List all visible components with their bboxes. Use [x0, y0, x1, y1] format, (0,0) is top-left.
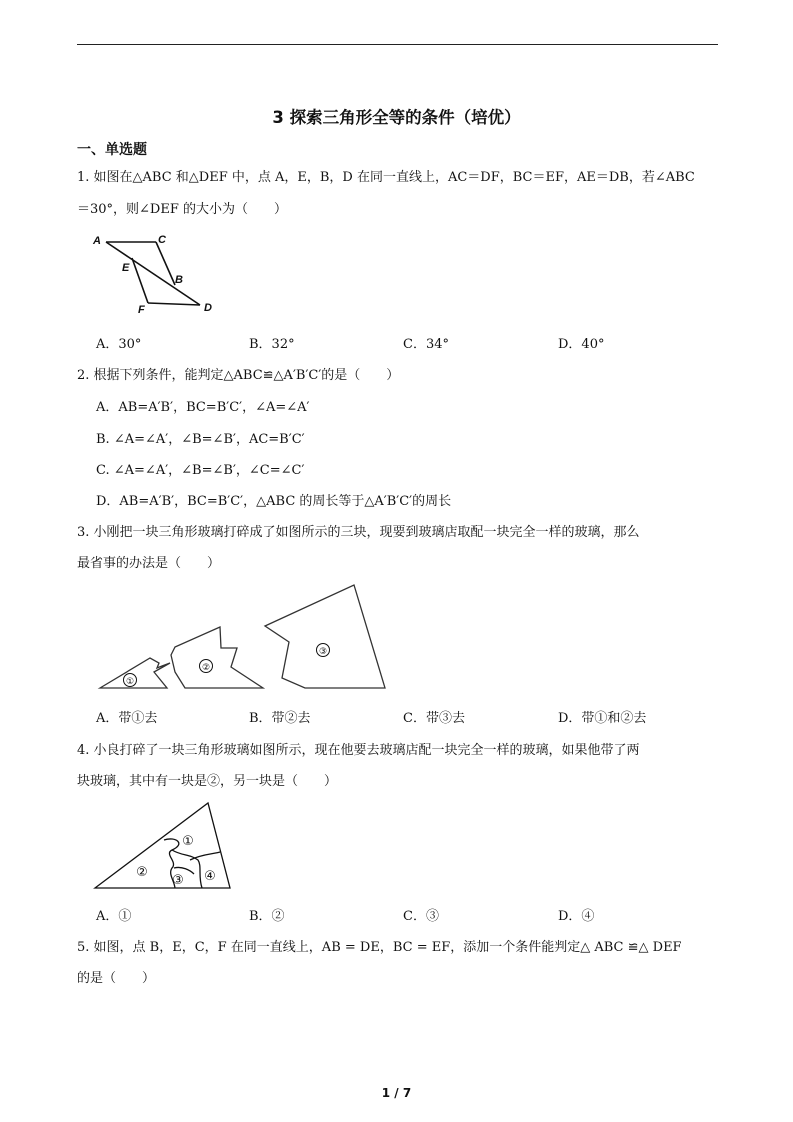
q2-option-d[interactable]: D．AB=A′B′，BC=B′C′，△ABC 的周长等于△A′B′C′的周长	[96, 494, 452, 509]
q4-option-c[interactable]: C．③	[403, 909, 439, 924]
q4-option-b[interactable]: B．②	[249, 909, 285, 924]
q4-stem-line2: 块玻璃，其中有一块是②，另一块是（ ）	[77, 774, 338, 789]
q1-segment-fd	[148, 303, 200, 305]
q1-option-b[interactable]: B．32°	[249, 337, 295, 352]
q3-stem-line2: 最省事的办法是（ ）	[77, 556, 221, 571]
page-number: 1 / 7	[381, 1086, 412, 1100]
q4-label-piece-2: ②	[136, 864, 148, 879]
q4-option-a[interactable]: A．①	[96, 909, 132, 924]
q1-label-c: C	[158, 234, 166, 246]
section-heading: 一、单选题	[77, 142, 147, 158]
q4-label-piece-3: ③	[172, 872, 184, 887]
q3-piece-3	[265, 585, 385, 688]
q2-stem: 2. 根据下列条件，能判定△ABC≌△A′B′C′的是（ ）	[77, 368, 400, 383]
page-title: 3 探索三角形全等的条件（培优）	[272, 108, 521, 127]
q1-stem-line2: ＝30°，则∠DEF 的大小为（ ）	[77, 202, 287, 217]
q1-option-d[interactable]: D．40°	[558, 337, 605, 352]
q4-figure	[90, 800, 240, 892]
q1-stem-line1: 1. 如图在△ABC 和△DEF 中，点 A，E，B，D 在同一直线上，AC＝DF，BC＝EF，AE＝DB，若∠ABC	[77, 170, 695, 185]
q1-label-d: D	[204, 302, 212, 314]
q3-option-c[interactable]: C．带③去	[403, 711, 465, 726]
q1-segment-cb	[156, 242, 175, 285]
q3-piece-2	[171, 627, 263, 688]
q1-label-f: F	[138, 304, 145, 316]
q5-stem-line2: 的是（ ）	[77, 971, 156, 986]
q1-option-a[interactable]: A．30°	[96, 337, 142, 352]
q3-option-d[interactable]: D．带①和②去	[558, 711, 647, 726]
q5-stem-line1: 5. 如图，点 B，E，C，F 在同一直线上，AB = DE，BC = EF，添加一个条件能判定△ ABC ≌△ DEF	[77, 940, 682, 955]
q3-option-a[interactable]: A．带①去	[96, 711, 158, 726]
q3-option-b[interactable]: B．带②去	[249, 711, 311, 726]
q4-crack-c	[190, 852, 220, 860]
q4-label-piece-4: ④	[204, 868, 216, 883]
q3-figure	[95, 582, 395, 694]
q4-option-d[interactable]: D．④	[558, 909, 595, 924]
q1-label-e: E	[122, 262, 130, 274]
q1-segment-ad	[106, 242, 200, 305]
q1-label-b: B	[175, 274, 183, 286]
q1-option-c[interactable]: C．34°	[403, 337, 449, 352]
q2-option-b[interactable]: B. ∠A=∠A′，∠B=∠B′，AC=B′C′	[96, 432, 305, 447]
q4-stem-line1: 4. 小良打碎了一块三角形玻璃如图所示，现在他要去玻璃店配一块完全一样的玻璃，如果他带了两	[77, 743, 640, 758]
header-rule	[77, 44, 718, 45]
q1-label-a: A	[93, 235, 101, 247]
q2-option-a[interactable]: A．AB=A′B′，BC=B′C′，∠A=∠A′	[96, 400, 310, 415]
q3-stem-line1: 3. 小刚把一块三角形玻璃打碎成了如图所示的三块，现要到玻璃店取配一块完全一样的玻璃，那么	[77, 525, 640, 540]
q3-label-piece-2: ②	[201, 662, 211, 672]
q4-label-piece-1: ①	[182, 833, 194, 848]
q3-label-piece-1: ①	[125, 676, 135, 686]
q1-figure	[90, 230, 230, 320]
q3-label-piece-3: ③	[318, 646, 328, 656]
q2-option-c[interactable]: C. ∠A=∠A′，∠B=∠B′，∠C=∠C′	[96, 463, 305, 478]
